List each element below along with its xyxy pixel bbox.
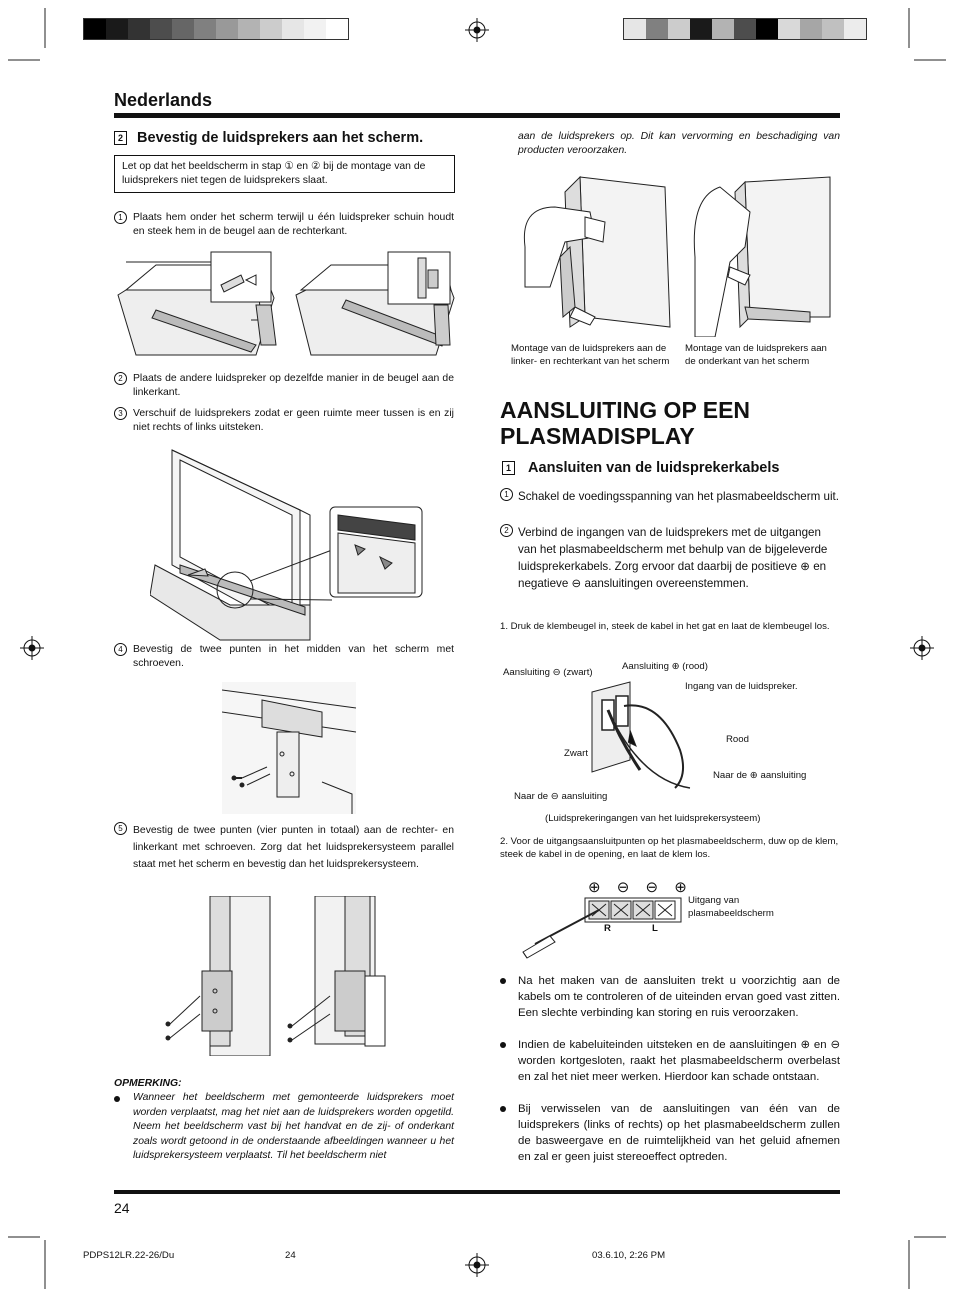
step-number: 2 xyxy=(114,131,127,145)
label-minus: Aansluiting ⊖ (zwart) xyxy=(503,667,593,678)
color-swatch xyxy=(800,19,822,39)
left-item-1: 1 Plaats hem onder het scherm terwijl u één luidspreker schuin houdt en steek hem in de beugel aan de rechterkant. xyxy=(114,211,454,239)
label-zwart: Zwart xyxy=(564,748,588,759)
connection-step-2: 2. Voor de uitgangsaansluitpunten op het plasmabeeldscherm, duw op de klem, steek de kabel in de opening, en laat de klem los. xyxy=(500,836,839,860)
registration-mark-bottom xyxy=(465,1253,489,1277)
color-swatch xyxy=(194,19,216,39)
left-item-4: 4 Bevestig de twee punten in het midden van het scherm met schroeven. xyxy=(114,643,454,671)
label-output: Uitgang van plasmabeeldscherm xyxy=(688,895,774,919)
color-swatch xyxy=(326,19,348,39)
note-body xyxy=(114,1091,454,1164)
color-swatch xyxy=(282,19,304,39)
right-bullet-3 xyxy=(500,1101,840,1165)
output-polarity-symbols: ⊕ ⊖ ⊖ ⊕ xyxy=(588,879,693,896)
page-number: 24 xyxy=(114,1200,130,1216)
color-swatch xyxy=(172,19,194,39)
left-item-2-text: Plaats de andere luidspreker op dezelfde manier in de beugel aan de linkerkant. xyxy=(133,373,454,398)
section-heading-line2: PLASMADISPLAY xyxy=(500,423,695,449)
color-swatch xyxy=(106,19,128,39)
step-title: Bevestig de luidsprekers aan het scherm. xyxy=(137,130,424,146)
color-swatch xyxy=(128,19,150,39)
color-swatch xyxy=(734,19,756,39)
color-swatch xyxy=(84,19,106,39)
left-item-5-text: Bevestig de twee punten (vier punten in totaal) aan de rechter- en linkerkant met schroeven. Zorg dat het luidsprekersysteem parallel staat met het scherm en bevestig dan het luidsprekersysteem. xyxy=(133,825,454,870)
registration-mark-left xyxy=(20,636,44,660)
left-item-1-text: Plaats hem onder het scherm terwijl u één luidspreker schuin houdt en steek hem in de beugel aan de rechterkant. xyxy=(133,212,454,237)
color-bar-right xyxy=(623,18,867,40)
diagram1-caption: (Luidsprekeringangen van het luidsprekersysteem) xyxy=(545,813,761,824)
note-text: Wanneer het beeldscherm met gemonteerde luidsprekers moet worden verplaatst, mag het niet aan de luidsprekers worden opgetild. Neem het beeldscherm vast bij het handvat en de zij- of onderkant zoals wordt getoond in de onderstaande afbeeldingen wanneer u het luidsprekersysteem verplaatst. Til het beeldscherm niet xyxy=(133,1092,454,1161)
footer-file: PDPS12LR.22-26/Du xyxy=(83,1250,175,1261)
carry-bottom-illustration xyxy=(690,167,840,337)
bracket-screws-illustration xyxy=(222,682,358,816)
left-item-4-text: Bevestig de twee punten in het midden van het scherm met schroeven. xyxy=(133,644,454,669)
label-l: L xyxy=(652,923,658,934)
label-input: Ingang van de luidspreker. xyxy=(685,681,798,692)
color-swatch xyxy=(712,19,734,39)
color-swatch xyxy=(304,19,326,39)
speaker-mount-illustration-1 xyxy=(116,250,456,362)
right-bullet-2 xyxy=(500,1037,840,1085)
sub-heading xyxy=(502,460,779,476)
color-swatch xyxy=(624,19,646,39)
carry-side-illustration xyxy=(515,167,675,337)
section-heading-line1: AANSLUITING OP EEN xyxy=(500,397,751,423)
language-heading: Nederlands xyxy=(114,90,213,110)
color-swatch xyxy=(844,19,866,39)
sub-heading-title: Aansluiten van de luidsprekerkabels xyxy=(528,460,780,476)
step-heading xyxy=(114,130,423,146)
left-item-2: 2 Plaats de andere luidspreker op dezelfde manier in de beugel aan de linkerkant. xyxy=(114,372,454,400)
right-item-2-text: Verbind de ingangen van de luidsprekers met de uitgangen van het plasmabeeldscherm met behulp van de bijgeleverde luidsprekerkabels. Zorg ervoor dat daarbij de positieve ⊕ en negatieve ⊖ aansluitingen overeenstemmen. xyxy=(518,526,828,590)
color-bar-left xyxy=(83,18,349,40)
label-rood: Rood xyxy=(726,734,749,745)
header-rule xyxy=(114,113,840,118)
color-swatch xyxy=(238,19,260,39)
sub-heading-number: 1 xyxy=(502,461,515,475)
note-bullet xyxy=(114,1096,120,1102)
right-bullet-3-text: Bij verwisselen van de aansluitingen van één van de luidsprekers (links of rechts) op het plasmabeeldscherm zullen de basweergave en de ruimtelijkheid van het geluid afnemen en zal er geen juist stereoeffect optreden. xyxy=(518,1103,840,1163)
note-title: OPMERKING: xyxy=(114,1078,182,1089)
side-mount-illustration xyxy=(160,896,390,1056)
color-swatch xyxy=(668,19,690,39)
output-terminal-diagram xyxy=(515,896,685,961)
color-swatch xyxy=(778,19,800,39)
color-swatch xyxy=(646,19,668,39)
section-heading xyxy=(500,397,750,449)
speaker-terminal-diagram xyxy=(580,680,710,790)
right-item-2: 2 Verbind de ingangen van de luidsprekers met de uitgangen van het plasmabeeldscherm met behulp van de bijgeleverde luidsprekerkabels. Zorg ervoor dat daarbij de positieve ⊕ en negatieve ⊖ aansluitingen overeenstemmen. xyxy=(500,524,840,592)
note-continued: aan de luidsprekers op. Dit kan vervorming en beschadiging van producten veroorzaken. xyxy=(518,131,840,156)
label-plus: Aansluiting ⊕ (rood) xyxy=(622,661,708,672)
color-swatch xyxy=(756,19,778,39)
caption-left: Montage van de luidsprekers aan de linker- en rechterkant van het scherm xyxy=(511,343,670,367)
color-swatch xyxy=(150,19,172,39)
color-swatch xyxy=(822,19,844,39)
footer-page: 24 xyxy=(285,1250,296,1261)
left-item-5: 5 Bevestig de twee punten (vier punten in totaal) aan de rechter- en linkerkant met schroeven. Zorg dat het luidsprekersysteem parallel staat met het scherm en bevestig dan het luidsprekersysteem. xyxy=(114,822,454,873)
label-naar-plus: Naar de ⊕ aansluiting xyxy=(713,770,807,781)
left-item-3: 3 Verschuif de luidsprekers zodat er geen ruimte meer tussen is en zij niet rechts of links uitsteken. xyxy=(114,407,454,435)
right-bullet-1 xyxy=(500,973,840,1021)
label-naar-minus: Naar de ⊖ aansluiting xyxy=(514,791,608,802)
notice-box xyxy=(114,155,455,193)
color-swatch xyxy=(690,19,712,39)
right-item-1-text: Schakel de voedingsspanning van het plasmabeeldscherm uit. xyxy=(518,490,839,503)
connection-step-1: 1. Druk de klembeugel in, steek de kabel in het gat en laat de klembeugel los. xyxy=(500,621,830,632)
footer-date: 03.6.10, 2:26 PM xyxy=(592,1250,666,1261)
label-r: R xyxy=(604,923,611,934)
right-item-1: 1 Schakel de voedingsspanning van het plasmabeeldscherm uit. xyxy=(500,488,840,505)
notice-text: Let op dat het beeldscherm in stap ① en ② bij de montage van de luidsprekers niet tegen de luidsprekers slaat. xyxy=(122,161,426,186)
right-bullet-2-text: Indien de kabeluiteinden uitsteken en de aansluitingen ⊕ en ⊖ worden kortgesloten, raakt het plasmabeeldscherm overbelast en zal het niet meer werken. Hierdoor kan schade ontstaan. xyxy=(518,1039,840,1083)
color-swatch xyxy=(260,19,282,39)
caption-right: Montage van de luidsprekers aan de onderkant van het scherm xyxy=(685,343,827,367)
registration-mark-top xyxy=(465,18,489,42)
footer-rule xyxy=(114,1190,840,1194)
registration-mark-right xyxy=(910,636,934,660)
color-swatch xyxy=(216,19,238,39)
left-item-3-text: Verschuif de luidsprekers zodat er geen ruimte meer tussen is en zij niet rechts of links uitsteken. xyxy=(133,408,454,433)
right-bullet-1-text: Na het maken van de aansluiten trekt u voorzichtig aan de kabels om te controleren of de uiteinden ervan goed vast zitten. Een slechte verbinding kan storing en ruis veroorzaken. xyxy=(518,975,840,1019)
display-with-speakers-illustration xyxy=(150,445,430,645)
